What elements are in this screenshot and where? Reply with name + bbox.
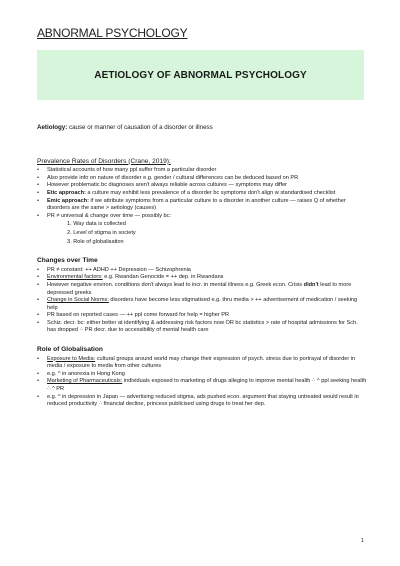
changes-list (37, 267, 367, 335)
list-item-text: PR ≠ universal & change over time — possibly bc: (47, 212, 172, 219)
term-etic: Etic approach: (47, 189, 86, 196)
text-media: cultural groups around world may change their expression of psych. stress due to portrayal of disorder in media / exposure to media from other cultures (47, 355, 356, 370)
section-changes (37, 257, 367, 335)
item-text: Way data is collected (73, 221, 126, 228)
term-media: Exposure to Media: (47, 355, 96, 362)
text-pharma: individuals exposed to marketing of drugs alleging to improve mental health ∴ ^ ppl seeking health ∴ ^ PR (47, 378, 367, 393)
text-part: However negative environ. conditions don't always lead to incr. in mental illness e.g. Greek econ. Crisis (47, 281, 304, 288)
list-item: • e.g. ^ in anorexia in Hong Kong (37, 371, 367, 379)
section-title-prevalence: Prevalence Rates of Disorders (Crane, 2019): (37, 157, 171, 165)
term-emic: Emic approach: (47, 197, 89, 204)
list-item (37, 198, 367, 213)
item-text: Level of stigma in society (73, 229, 136, 236)
document-body (37, 124, 367, 409)
text-part: lead to more depressed greeks (47, 281, 352, 296)
list-item: • Statistical accounts of how many ppl suffer from a particular disorder (37, 167, 367, 175)
numbered-list (47, 221, 367, 246)
prevalence-list (37, 167, 367, 246)
definition-term: Aetiology: (37, 124, 68, 131)
globalisation-list (37, 356, 367, 409)
text-etic: a culture may exhibit less prevalence of a disorder bc symptoms don't align w standardised checklist (85, 189, 336, 196)
numbered-item (59, 221, 367, 229)
item-number: 1. (67, 221, 72, 228)
text-environmental: e.g. Rwandan Genocide = ++ dep. in Rwandans (102, 274, 224, 281)
definition-text: cause or manner of causation of a disorder or illness (67, 124, 213, 131)
list-item (37, 282, 367, 297)
list-item (37, 297, 367, 312)
item-text: Role of globalisation (73, 238, 124, 245)
term-pharma: Marketing of Pharmaceuticals: (47, 378, 123, 385)
emphasis: didn't (303, 281, 319, 288)
section-globalisation (37, 346, 367, 409)
numbered-item (59, 230, 367, 238)
list-item (37, 356, 367, 371)
list-item: • Also provide info on nature of disorder e.g. gender / cultural differences can be deduced based on PR (37, 175, 367, 183)
list-item (37, 190, 367, 198)
list-item (37, 274, 367, 282)
page-title: AETIOLOGY OF ABNORMAL PSYCHOLOGY (94, 69, 307, 81)
text-emic: if we attribute symptoms from a particular culture to a disorder in another culture — raises Q of whether disorders are the same > aetiology (causes) (47, 197, 346, 212)
term-environmental: Environmental factors: (47, 274, 103, 281)
list-item: • e.g. ^ in depression in Japan — advertising reduced stigma, ads pushed econ. argument that staying untreated would result in reduced productivity ∴ financial decline, princess publicised using drugs to treat her dep. (37, 394, 367, 409)
item-number: 2. (67, 229, 72, 236)
list-item: • PR ≠ constant: ++ ADHD ++ Depression — Schizophrenia (37, 267, 367, 275)
title-banner (37, 50, 364, 100)
item-number: 3. (67, 238, 72, 245)
section-title-globalisation: Role of Globalisation (37, 346, 103, 354)
numbered-item (59, 239, 367, 247)
document-header: ABNORMAL PSYCHOLOGY (37, 26, 188, 40)
list-item: • Schiz. decr. bc: either better at identifying & addressing risk factors now OR bc statistics > rate of hospital admissions for Sch. has dropped ∴ PR decr. due to accessibility of mental health care (37, 320, 367, 335)
list-item (37, 213, 367, 246)
list-item (37, 378, 367, 393)
text-social-norms: disorders have become less stigmatised e.g. thru media > ++ advertisement of medication / seeking help (47, 297, 358, 311)
term-social-norms: Change in Social Norms: (47, 297, 109, 304)
page-number: 1 (360, 538, 364, 544)
section-prevalence (37, 158, 367, 247)
list-item: • PR based on reported cases — ++ ppl come forward for help = higher PR (37, 312, 367, 320)
list-item: • However problematic bc diagnoses aren't always reliable across cultures — symptoms may differ (37, 182, 367, 190)
definition (37, 124, 367, 132)
section-title-changes: Changes over Time (37, 257, 98, 265)
